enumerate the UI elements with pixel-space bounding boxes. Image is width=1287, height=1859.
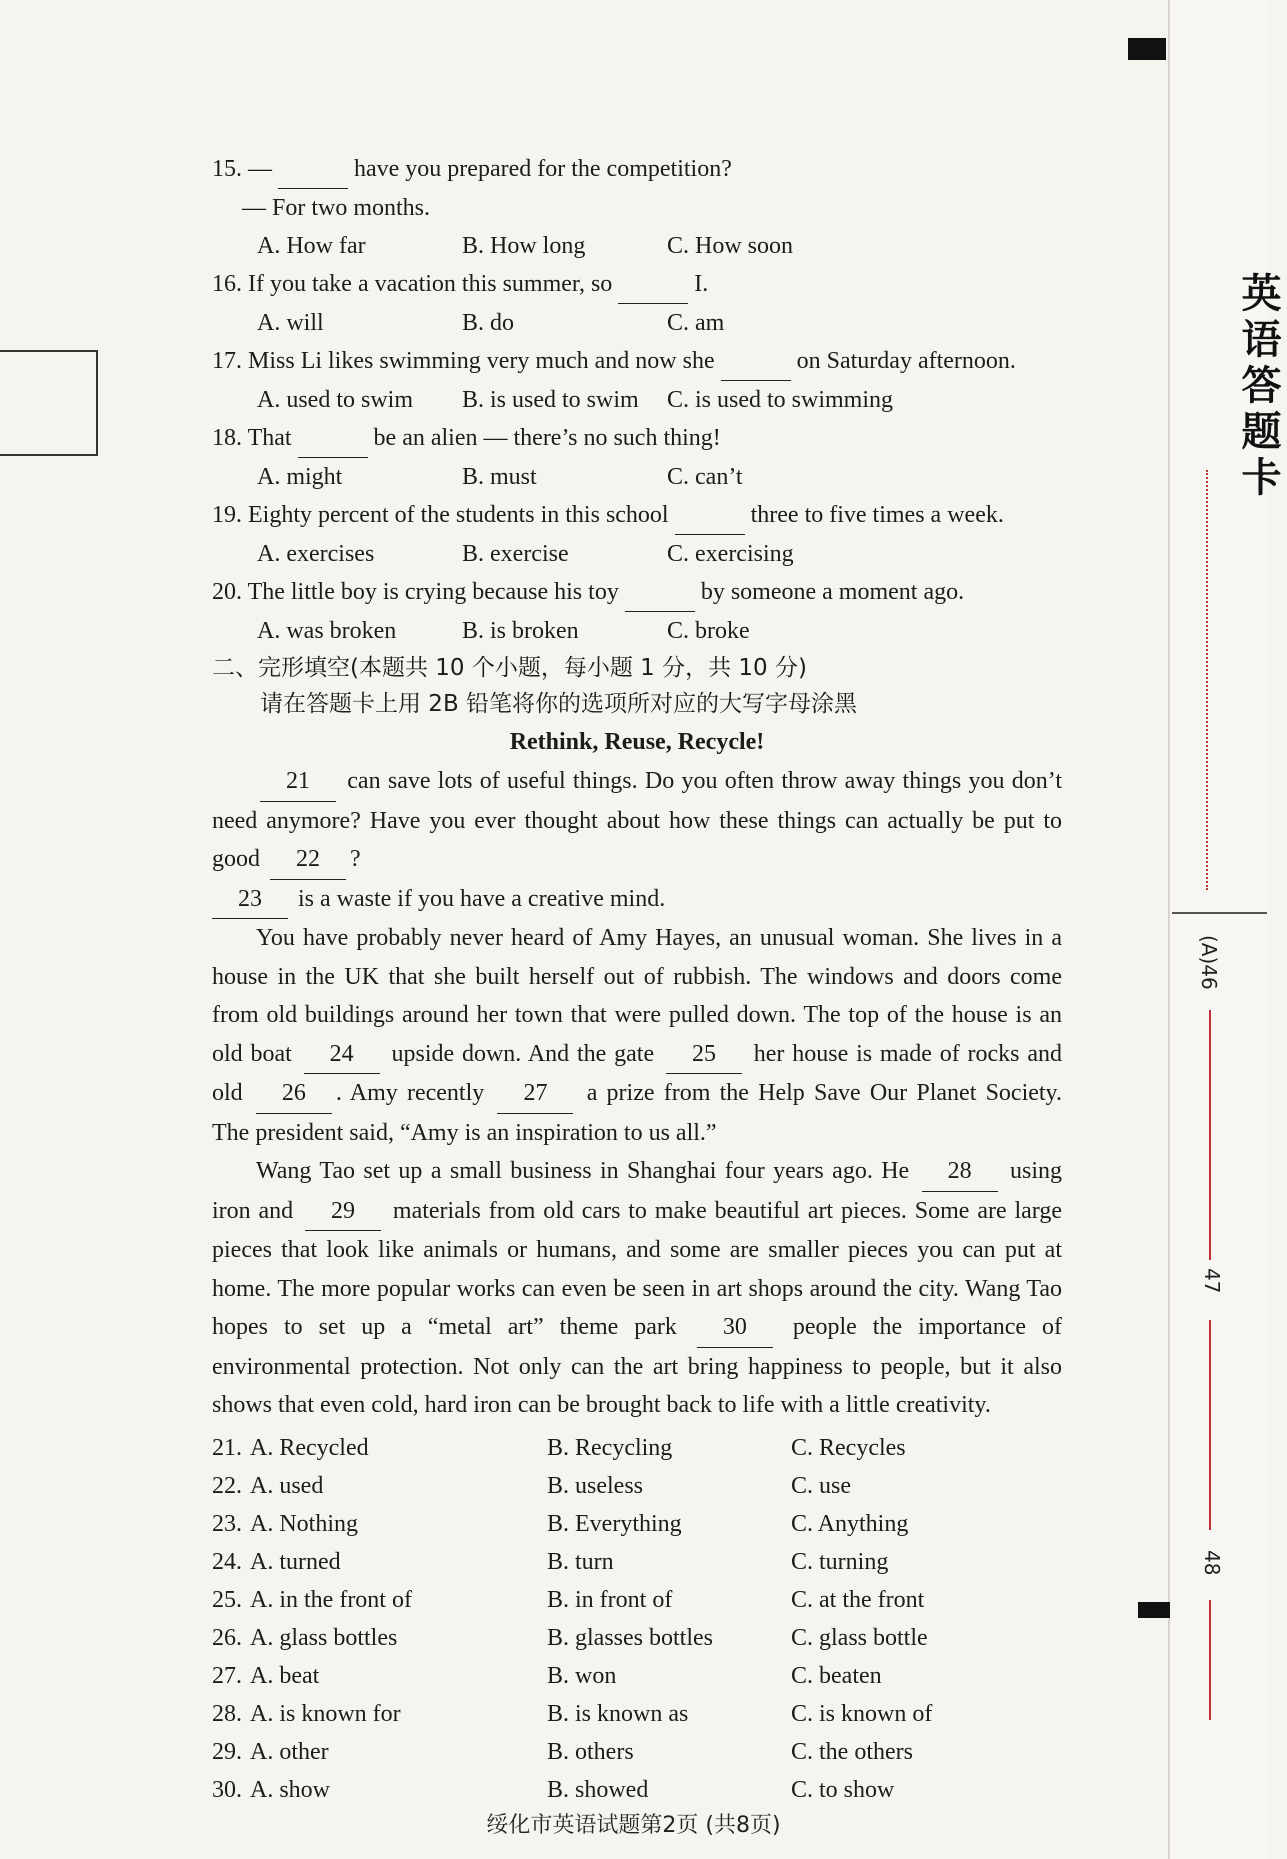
- passage-text: Wang Tao set up a small business in Shanghai four years ago. He: [256, 1158, 918, 1184]
- option-b: B. Everything: [547, 1510, 682, 1537]
- option-b: B. is broken: [462, 618, 579, 644]
- option-a: A. was broken: [257, 618, 397, 644]
- answer-blank: [625, 573, 695, 612]
- option-c: C. Anything: [791, 1510, 909, 1537]
- question-19: [212, 496, 1062, 573]
- option-b: B. showed: [547, 1776, 649, 1803]
- cloze-option-row: [212, 1619, 1062, 1657]
- question-20: [212, 573, 1062, 650]
- passage-text: can save lots of useful things. Do you often throw away things you don’t need anymore? Have you ever thought about how these things can actually be put to good: [212, 768, 1062, 872]
- question-text: be an alien — there’s no such thing!: [367, 425, 721, 451]
- passage-text: her house is made of rocks and old: [212, 1040, 1062, 1106]
- passage-text: people the importance of environmental protection. Not only can the art bring happiness to people, but it also shows that even cold, hard iron can be brought back to life with a little creativity.: [212, 1314, 1062, 1418]
- option-number: 29.: [212, 1738, 242, 1765]
- strip-divider: [1172, 912, 1267, 914]
- option-number: 28.: [212, 1700, 242, 1727]
- section-instruction: 请在答题卡上用 2B 铅笔将你的选项所对应的大写字母涂黑: [260, 691, 858, 717]
- option-number: 23.: [212, 1510, 242, 1537]
- question-18: [212, 419, 1062, 496]
- passage-text: ?: [350, 846, 361, 872]
- question-text: 19. Eighty percent of the students in this school: [212, 502, 675, 528]
- option-row: [212, 612, 1062, 650]
- section-heading: 二、完形填空(本题共 10 个小题，每小题 1 分，共 10 分): [212, 655, 807, 681]
- cloze-options: [212, 1429, 1062, 1809]
- answer-blank: [721, 342, 791, 381]
- option-a: A. show: [250, 1776, 331, 1803]
- option-c: C. to show: [791, 1776, 895, 1803]
- passage-text: . Amy recently: [335, 1080, 494, 1106]
- answer-blank: [675, 496, 745, 535]
- question-text: three to five times a week.: [744, 502, 1004, 528]
- blank-24: 24: [304, 1035, 380, 1075]
- answer-blank: [278, 150, 348, 189]
- passage-paragraph-3: [212, 1152, 1062, 1425]
- option-b: B. is used to swim: [462, 387, 639, 413]
- question-text: have you prepared for the competition?: [348, 156, 732, 182]
- option-number: 22.: [212, 1472, 242, 1499]
- question-text: 16. If you take a vacation this summer, so: [212, 271, 619, 297]
- blank-27: 27: [497, 1074, 573, 1114]
- blank-26: 26: [256, 1074, 332, 1114]
- passage-paragraph-1: [212, 762, 1062, 919]
- option-number: 30.: [212, 1776, 242, 1803]
- option-c: C. Recycles: [791, 1434, 906, 1461]
- cloze-option-row: [212, 1771, 1062, 1809]
- option-c: C. How soon: [667, 233, 794, 259]
- question-reply: — For two months.: [242, 195, 431, 221]
- option-b: B. others: [547, 1738, 634, 1765]
- passage-text: a prize from the Help Save Our Planet Society. The president said, “Amy is an inspiration to us all.”: [212, 1080, 1063, 1146]
- margin-box: [0, 350, 98, 456]
- passage-paragraph-2: [212, 919, 1062, 1152]
- cloze-option-row: [212, 1733, 1062, 1771]
- passage-text: materials from old cars to make beautiful art pieces. Some are large pieces that look like animals or humans, and some are smaller pieces you can put at home. The more popular works can even be seen in art shops around the city. Wang Tao hopes to set up a “metal art” theme park: [212, 1197, 1063, 1340]
- side-label-47: 47: [1200, 1268, 1224, 1294]
- option-number: 25.: [212, 1586, 242, 1613]
- question-text: 17. Miss Li likes swimming very much and now she: [212, 348, 721, 374]
- option-a: A. is known for: [250, 1700, 401, 1727]
- cloze-option-row: [212, 1429, 1062, 1467]
- option-number: 26.: [212, 1624, 242, 1651]
- cloze-option-row: [212, 1657, 1062, 1695]
- question-17: [212, 342, 1062, 419]
- option-a: A. will: [257, 310, 324, 336]
- option-row: [212, 304, 1062, 342]
- option-c: C. the others: [791, 1738, 913, 1765]
- option-c: C. broke: [667, 618, 750, 644]
- option-c: C. beaten: [791, 1662, 882, 1689]
- option-number: 24.: [212, 1548, 242, 1575]
- side-label-48: 48: [1200, 1550, 1224, 1576]
- option-b: B. won: [547, 1662, 617, 1689]
- blank-29: 29: [305, 1192, 381, 1232]
- answer-blank: [298, 419, 368, 458]
- option-c: C. is used to swimming: [667, 387, 894, 413]
- registration-mark-bottom: [1138, 1602, 1170, 1618]
- question-text: I.: [688, 271, 709, 297]
- option-a: A. other: [250, 1738, 329, 1765]
- option-a: A. exercises: [257, 541, 375, 567]
- question-text: 18. That: [212, 425, 298, 451]
- cloze-option-row: [212, 1543, 1062, 1581]
- question-text: 20. The little boy is crying because his toy: [212, 579, 625, 605]
- answer-card-title: 英语答题卡: [1235, 272, 1281, 502]
- red-rule-3: [1209, 1600, 1211, 1720]
- option-b: B. turn: [547, 1548, 614, 1575]
- option-a: A. used: [250, 1472, 324, 1499]
- option-b: B. do: [462, 310, 515, 336]
- blank-30: 30: [697, 1308, 773, 1348]
- option-b: B. is known as: [547, 1700, 689, 1727]
- option-a: A. turned: [250, 1548, 341, 1575]
- red-rule-1: [1209, 1010, 1211, 1260]
- blank-22: 22: [270, 840, 346, 880]
- option-a: A. Nothing: [250, 1510, 358, 1537]
- option-row: [212, 227, 1062, 265]
- question-text: on Saturday afternoon.: [790, 348, 1016, 374]
- option-a: A. Recycled: [250, 1434, 369, 1461]
- cloze-option-row: [212, 1505, 1062, 1543]
- option-number: 27.: [212, 1662, 242, 1689]
- option-b: B. in front of: [547, 1586, 673, 1613]
- option-b: B. useless: [547, 1472, 643, 1499]
- option-c: C. at the front: [791, 1586, 925, 1613]
- side-label-46: (A)46: [1197, 935, 1221, 990]
- option-c: C. am: [667, 310, 725, 336]
- answer-blank: [618, 265, 688, 304]
- blank-28: 28: [922, 1152, 998, 1192]
- blank-25: 25: [666, 1035, 742, 1075]
- option-c: C. exercising: [667, 541, 794, 567]
- red-rule-2: [1209, 1320, 1211, 1530]
- option-c: C. use: [791, 1472, 851, 1499]
- option-c: C. is known of: [791, 1700, 933, 1727]
- passage-text: upside down. And the gate: [383, 1040, 662, 1067]
- passage-text: is a waste if you have a creative mind.: [292, 885, 666, 912]
- option-a: A. glass bottles: [250, 1624, 398, 1651]
- cloze-option-row: [212, 1581, 1062, 1619]
- option-c: C. glass bottle: [791, 1624, 928, 1651]
- option-b: B. Recycling: [547, 1434, 673, 1461]
- dotted-cut-line: [1178, 470, 1208, 890]
- passage-title: Rethink, Reuse, Recycle!: [509, 729, 765, 755]
- option-b: B. How long: [462, 233, 586, 259]
- option-a: A. beat: [250, 1662, 320, 1689]
- question-15: [212, 150, 1062, 265]
- option-row: [212, 458, 1062, 496]
- registration-mark-top: [1128, 38, 1166, 60]
- option-a: A. might: [257, 464, 343, 490]
- question-text: 15. —: [212, 156, 278, 182]
- option-number: 21.: [212, 1434, 242, 1461]
- option-b: B. exercise: [462, 541, 569, 567]
- option-a: A. used to swim: [257, 387, 413, 413]
- question-16: [212, 265, 1062, 342]
- exam-content: [212, 150, 1062, 1809]
- option-c: C. can’t: [667, 464, 743, 490]
- page-footer: 绥化市英语试题第2页 (共8页): [486, 1813, 781, 1838]
- option-a: A. How far: [257, 233, 366, 259]
- option-c: C. turning: [791, 1548, 889, 1575]
- option-a: A. in the front of: [250, 1586, 412, 1613]
- option-row: [212, 535, 1062, 573]
- option-row: [212, 381, 1062, 419]
- cloze-option-row: [212, 1695, 1062, 1733]
- passage-text: using iron and: [212, 1158, 1062, 1224]
- blank-21: 21: [260, 762, 336, 802]
- blank-23: 23: [212, 880, 288, 920]
- option-b: B. must: [462, 464, 537, 490]
- cloze-option-row: [212, 1467, 1062, 1505]
- option-b: B. glasses bottles: [547, 1624, 713, 1651]
- passage-text: You have probably never heard of Amy Hayes, an unusual woman. She lives in a house in the UK that she built herself out of rubbish. The windows and doors come from old buildings around her town that were pulled down. The top of the house is an old boat: [212, 925, 1062, 1067]
- question-text: by someone a moment ago.: [694, 579, 965, 605]
